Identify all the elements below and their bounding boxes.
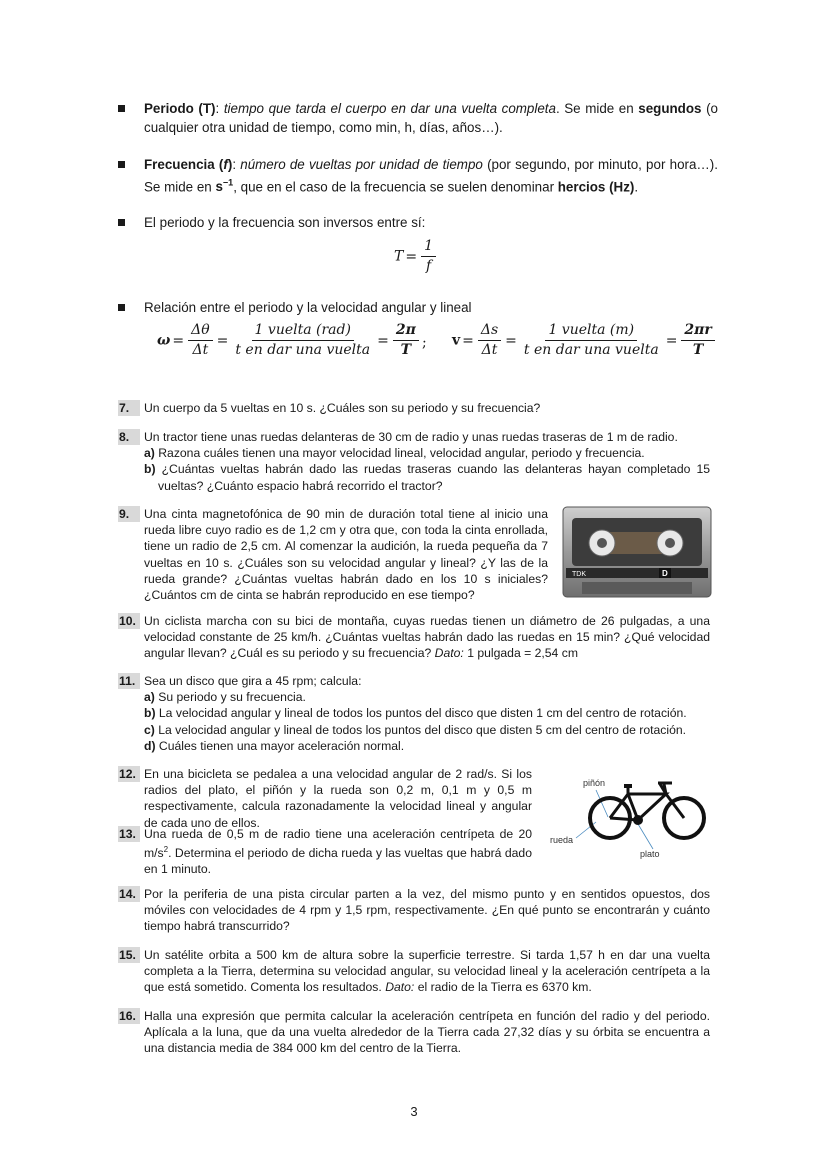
exercise-7: 7. Un cuerpo da 5 vueltas en 10 s. ¿Cuáles son su periodo y su frecuencia? — [119, 401, 541, 415]
exercise-10: 10. Un ciclista marcha con su bici de montaña, cuyas ruedas tienen un diámetro de 26 pulgadas, a una velocidad constante de 25 km/h. ¿Cuántas vueltas habrán dado las ruedas en 15 min? ¿Qué velocidad angular llevan? ¿Cuál es su periodo y su frecuencia? Dato: 1 pulgada = 2,54 cm — [119, 614, 710, 661]
bullet-square-icon — [118, 219, 125, 226]
exercise-number: 16. — [118, 1008, 140, 1024]
exercise-12: 12. En una bicicleta se pedalea a una velocidad angular de 2 rad/s. Si los radios del plato, el piñón y la rueda son 0,2 m, 0,1 m y 0,5 m respectivamente, calcula razonadamente la velocidad lineal y angular de cada uno de ellos. — [119, 767, 532, 830]
svg-text:D: D — [662, 569, 668, 578]
exercise-14: 14. Por la periferia de una pista circular parten a la vez, del mismo punto y en sentidos opuestos, dos móviles con velocidades de 4 rpm y 1,5 rpm, respectivamente. ¿En qué punto se encontrarán y cuánto tiempo habrá transcurrido? — [119, 887, 710, 934]
exercise-number: 10. — [118, 613, 140, 629]
exercise-number: 7. — [118, 400, 140, 416]
exercise-8: 8. Un tractor tiene unas ruedas delanteras de 30 cm de radio y unas ruedas traseras de 1 m de radio. a) Razona cuáles tienen una mayor velocidad lineal, velocidad angular, periodo y frecuencia. b) ¿Cuántas vueltas habrán dado las ruedas traseras cuando las delanteras hayan completado 15 vueltas? ¿Cuánto espacio habrá recorrido el tractor? — [119, 430, 710, 493]
cassette-image — [562, 506, 712, 598]
bullet-frecuencia: Frecuencia (f): número de vueltas por unidad de tiempo (por segundo, por minuto, por hora…). Se mide en $s^{-1}$, que en el caso de la frecuencia se suelen denominar hercios (Hz). — [118, 155, 718, 196]
bullet-square-icon — [118, 161, 125, 168]
exercise-9: 9. Una cinta magnetofónica de 90 min de duración total tiene al inicio una rueda libre cuyo radio es de 1,2 cm y otra que, con toda la cinta enrollada, tiene un radio de 2,5 cm. Al comenzar la audición, la rueda pequeña da 7 vueltas en 10 s. ¿Cuáles son su velocidad angular y lineal? ¿Y las de la rueda grande? ¿Cuántas vueltas habrán dado en los 10 s iniciales? ¿Cuántos cm de cinta se habrán reproducido en ese tiempo? — [119, 507, 548, 603]
bullet-relacion: Relación entre el periodo y la velocidad angular y lineal — [118, 298, 718, 317]
exercise-number: 8. — [118, 429, 140, 445]
formula-linear-velocity: v = $\frac{\Delta s}{\Delta t}$ = $\frac{\text{1 vuelta (m)}}{\text{t en dar una vuelta}}$ = $\frac{2\pi r}{T}$ — [452, 322, 717, 359]
def-periodo: tiempo que tarda el cuerpo en dar una vuelta completa — [223, 101, 556, 116]
bullet-square-icon — [118, 304, 125, 311]
def-frecuencia: número de vueltas por unidad de tiempo — [240, 157, 483, 172]
bullet-inversos: El periodo y la frecuencia son inversos entre sí: — [118, 213, 718, 232]
formula-angular-velocity: ω = $\frac{\Delta\theta}{\Delta t}$ = $\frac{\text{1 vuelta (rad)}}{\text{t en dar una vuelta}}$ = $\frac{2\pi}{T}$ — [157, 322, 421, 359]
bullet-periodo: Periodo (T): tiempo que tarda el cuerpo en dar una vuelta completa. Se mide en segundos (o cualquier otra unidad de tiempo, como min, h, días, años…). — [118, 99, 718, 137]
exercise-number: 12. — [118, 766, 140, 782]
cassette-brand: TDK — [572, 571, 586, 578]
bicycle-icon — [548, 772, 716, 864]
exercise-16: 16. Halla una expresión que permita calcular la aceleración centrípeta en función del radio y del periodo. Aplícala a la luna, que da una vuelta alrededor de la Tierra cada 27,32 días y su órbita se encuentra a una distancia media de 384 000 km del centro de la Tierra. — [119, 1009, 710, 1056]
bicycle-diagram — [548, 772, 716, 864]
exercise-number: 14. — [118, 886, 140, 902]
formula-separator: ; — [422, 335, 427, 351]
exercise-15: 15. Un satélite orbita a 500 km de altura sobre la superficie terrestre. Si tarda 1,57 h en dar una vuelta completa a la Tierra, determina su velocidad angular, su velocidad lineal y la aceleración centrípeta a la que está sometido. Comenta los resultados. Dato: el radio de la Tierra es 6370 km. — [119, 948, 710, 995]
label-plato: plato — [640, 849, 660, 859]
label-pinon: piñón — [583, 778, 606, 788]
label-rueda: rueda — [550, 835, 574, 845]
exercise-13: 13. Una rueda de 0,5 m de radio tiene una aceleración centrípeta de 20 $m/s^2$. Determina el periodo de dicha rueda y las vueltas que habrá dado en 1 minuto. — [119, 827, 532, 877]
exercise-11: 11. Sea un disco que gira a 45 rpm; calcula: a) Su periodo y su frecuencia. b) La velocidad angular y lineal de todos los puntos del disco que disten 1 cm del centro de rotación. c) La velocidad angular y lineal de todos los puntos del disco que disten 5 cm del centro de rotación. d) Cuáles tienen una mayor aceleración normal. — [119, 674, 687, 753]
page-number: 3 — [410, 1104, 418, 1119]
bullet-square-icon — [118, 105, 125, 112]
exercise-number: 13. — [118, 826, 140, 842]
exercise-number: 15. — [118, 947, 140, 963]
exercise-number: 9. — [118, 506, 140, 522]
term-frecuencia: Frecuencia (f) — [144, 157, 233, 172]
cassette-icon — [562, 506, 712, 598]
formula-period-frequency: T = $\frac{1}{f}$ — [394, 238, 438, 275]
exercise-number: 11. — [118, 673, 140, 689]
term-periodo: Periodo (T) — [144, 101, 216, 116]
